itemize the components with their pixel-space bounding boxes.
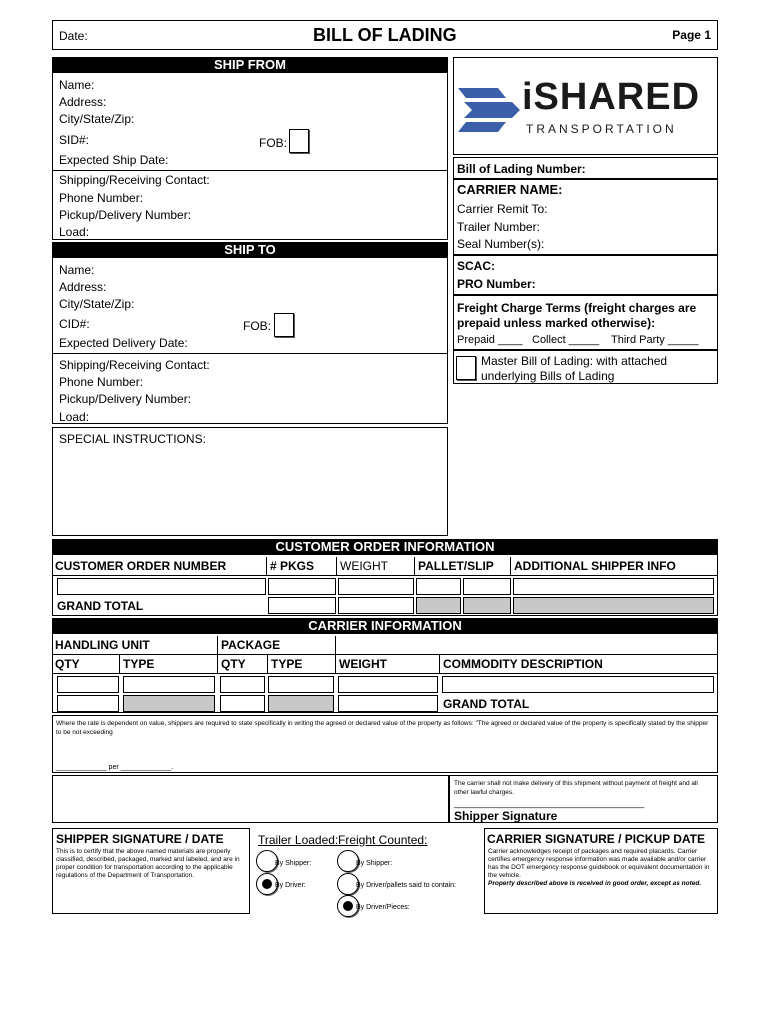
customer-order-title: CUSTOMER ORDER INFORMATION — [52, 539, 718, 555]
trailer-by-shipper-label: By Shipper: — [275, 860, 312, 867]
freight-by-driver-pallets-label: By Driver/pallets said to contain: — [356, 882, 456, 889]
slip-cell[interactable] — [463, 578, 511, 595]
total-package-type-cell — [268, 695, 334, 712]
special-instructions-box[interactable] — [52, 427, 448, 536]
freight-terms-line1: Freight Charge Terms (freight charges are — [457, 301, 697, 315]
freight-by-driver-pieces-label: By Driver/Pieces: — [356, 904, 410, 911]
col-additional-info: ADDITIONAL SHIPPER INFO — [514, 559, 676, 573]
customer-order-grand-total: GRAND TOTAL — [57, 599, 144, 613]
pro-number-label: PRO Number: — [457, 277, 536, 291]
shipper-signature-title: SHIPPER SIGNATURE / DATE — [56, 832, 224, 846]
total-handling-type-cell — [123, 695, 215, 712]
col-qty-handling: QTY — [52, 655, 120, 673]
page-number: Page 1 — [672, 28, 711, 42]
logo-subtext: TRANSPORTATION — [526, 122, 677, 136]
package-type-cell[interactable] — [268, 676, 334, 693]
col-carrier-weight: WEIGHT — [336, 655, 440, 673]
ship-from-expected-date: Expected Ship Date: — [59, 153, 169, 167]
carrier-info-header-row — [52, 655, 718, 674]
ship-to-fob-label: FOB: — [243, 319, 272, 333]
total-additional-cell — [513, 597, 714, 614]
total-carrier-weight-cell[interactable] — [338, 695, 438, 712]
col-weight: WEIGHT — [337, 557, 415, 575]
trailer-number-label: Trailer Number: — [457, 220, 540, 234]
total-pallet-cell — [416, 597, 461, 614]
shipper-signature-box[interactable] — [52, 828, 250, 914]
prepaid-option[interactable]: Prepaid ____ — [457, 334, 523, 346]
ship-to-contact: Shipping/Receiving Contact: — [59, 358, 210, 372]
carrier-info-group-row — [52, 636, 718, 655]
carrier-signature-title: CARRIER SIGNATURE / PICKUP DATE — [487, 832, 706, 846]
trailer-loaded-section — [252, 828, 482, 914]
carrier-note-text: The carrier shall not make delivery of this shipment without payment of freight and all other lawful charges. — [454, 780, 698, 796]
ship-to-address: Address: — [59, 280, 107, 294]
total-weight-cell[interactable] — [338, 597, 414, 614]
ship-to-divider — [52, 353, 448, 354]
col-customer-order-number: CUSTOMER ORDER NUMBER — [52, 557, 267, 575]
ship-from-load: Load: — [59, 225, 90, 239]
handling-qty-cell[interactable] — [57, 676, 119, 693]
total-slip-cell — [463, 597, 511, 614]
ship-to-title: SHIP TO — [52, 242, 448, 258]
col-pkgs: # PKGS — [267, 557, 337, 575]
master-bol-line2: underlying Bills of Lading — [481, 369, 615, 383]
additional-info-cell[interactable] — [513, 578, 714, 595]
ship-to-cid: CID#: — [59, 317, 90, 331]
ishared-logo-icon — [458, 80, 526, 132]
col-pallet-slip: PALLET/SLIP — [415, 557, 511, 575]
logo-box — [453, 57, 718, 155]
ship-from-contact: Shipping/Receiving Contact: — [59, 173, 210, 187]
commodity-cell[interactable] — [442, 676, 714, 693]
ship-from-fob-checkbox[interactable] — [289, 129, 309, 153]
ship-to-phone: Phone Number: — [59, 375, 144, 389]
freight-by-shipper-label: By Shipper: — [356, 860, 393, 867]
bol-number-box — [453, 157, 718, 179]
scac-label: SCAC: — [457, 259, 495, 273]
total-package-qty-cell[interactable] — [220, 695, 265, 712]
carrier-acknowledgement-text: Carrier acknowledges receipt of packages and required placards. Carrier certifies emergency response information was made available and/or carrier has the DOT emergency response guidebook or equivalent documentation in the vehicle. — [488, 848, 710, 879]
scac-box — [453, 255, 718, 295]
total-handling-qty-cell[interactable] — [57, 695, 119, 712]
ship-from-title: SHIP FROM — [52, 57, 448, 73]
package-header: PACKAGE — [218, 636, 336, 654]
col-type-handling: TYPE — [120, 655, 218, 673]
weight-cell[interactable] — [338, 578, 414, 595]
rate-note-box — [52, 715, 718, 773]
shipper-signature-label[interactable]: Shipper Signature — [454, 809, 558, 823]
pkgs-cell[interactable] — [268, 578, 336, 595]
ship-from-sid: SID#: — [59, 133, 90, 147]
ship-to-name: Name: — [59, 263, 95, 277]
freight-terms-box — [453, 295, 718, 350]
logo-text: iSHARED — [522, 76, 701, 118]
carrier-signature-box[interactable] — [484, 828, 718, 914]
ship-to-expected-date: Expected Delivery Date: — [59, 336, 188, 350]
customer-order-header-row — [52, 557, 718, 576]
trailer-loaded-label: Trailer Loaded: — [258, 833, 339, 847]
order-number-cell[interactable] — [57, 578, 266, 595]
ship-from-divider — [52, 170, 448, 171]
carrier-note-left-box — [52, 775, 449, 823]
date-label: Date: — [59, 29, 88, 43]
handling-unit-header: HANDLING UNIT — [52, 636, 218, 654]
master-bol-box — [453, 350, 718, 384]
bol-number-label: Bill of Lading Number: — [457, 162, 586, 176]
col-type-package: TYPE — [268, 655, 336, 673]
col-qty-package: QTY — [218, 655, 268, 673]
total-pkgs-cell[interactable] — [268, 597, 336, 614]
page-title: BILL OF LADING — [313, 25, 457, 45]
trailer-by-driver-label: By Driver: — [275, 882, 306, 889]
ship-from-name: Name: — [59, 78, 95, 92]
ship-from-pickup: Pickup/Delivery Number: — [59, 208, 192, 222]
rate-note-text: Where the rate is dependent on value, shippers are required to state specifically in writing the agreed or declared value of the property as follows: "The agreed or declared value of the property is specifically stated by the shipper to be not exceeding — [56, 720, 709, 736]
carrier-remit-label: Carrier Remit To: — [457, 202, 548, 216]
ship-from-address: Address: — [59, 95, 107, 109]
pallet-cell[interactable] — [416, 578, 461, 595]
master-bol-line1: Master Bill of Lading: with attached — [481, 354, 668, 368]
carrier-note-right-box — [449, 775, 718, 823]
ship-to-fob-checkbox[interactable] — [274, 313, 294, 337]
shipper-certification-text: This is to certify that the above named materials are properly classified, described, packaged, marked and labeled, and are in proper condition for transportation according to the applicable regulations of the Department of Transportation. — [56, 848, 240, 879]
third-party-option[interactable]: Third Party _____ — [611, 334, 699, 346]
special-instructions-label: SPECIAL INSTRUCTIONS: — [59, 432, 206, 446]
freight-terms-line2: prepaid unless marked otherwise): — [457, 316, 656, 330]
package-qty-cell[interactable] — [220, 676, 265, 693]
carrier-info-title: CARRIER INFORMATION — [52, 618, 718, 634]
ship-from-fob-label: FOB: — [259, 136, 288, 150]
freight-counted-label: Freight Counted: — [338, 833, 428, 847]
carrier-name-box — [453, 179, 718, 255]
ship-to-city: City/State/Zip: — [59, 297, 135, 311]
col-commodity: COMMODITY DESCRIPTION — [443, 657, 603, 671]
master-bol-checkbox[interactable] — [456, 356, 476, 380]
carrier-weight-cell[interactable] — [338, 676, 438, 693]
seal-number-label: Seal Number(s): — [457, 237, 545, 251]
rate-per-line: _____________ per _____________. — [56, 764, 174, 771]
ship-from-city: City/State/Zip: — [59, 112, 135, 126]
ship-to-pickup: Pickup/Delivery Number: — [59, 392, 192, 406]
carrier-received-text: Property described above is received in good order, except as noted. — [488, 880, 702, 887]
collect-option[interactable]: Collect _____ — [532, 334, 600, 346]
shipper-signature-line: ______________________________________ — [454, 798, 645, 808]
carrier-name-label: CARRIER NAME: — [457, 182, 563, 197]
header — [52, 20, 718, 50]
handling-type-cell[interactable] — [123, 676, 215, 693]
carrier-info-grand-total: GRAND TOTAL — [443, 697, 530, 711]
ship-from-phone: Phone Number: — [59, 191, 144, 205]
ship-to-load: Load: — [59, 410, 90, 424]
